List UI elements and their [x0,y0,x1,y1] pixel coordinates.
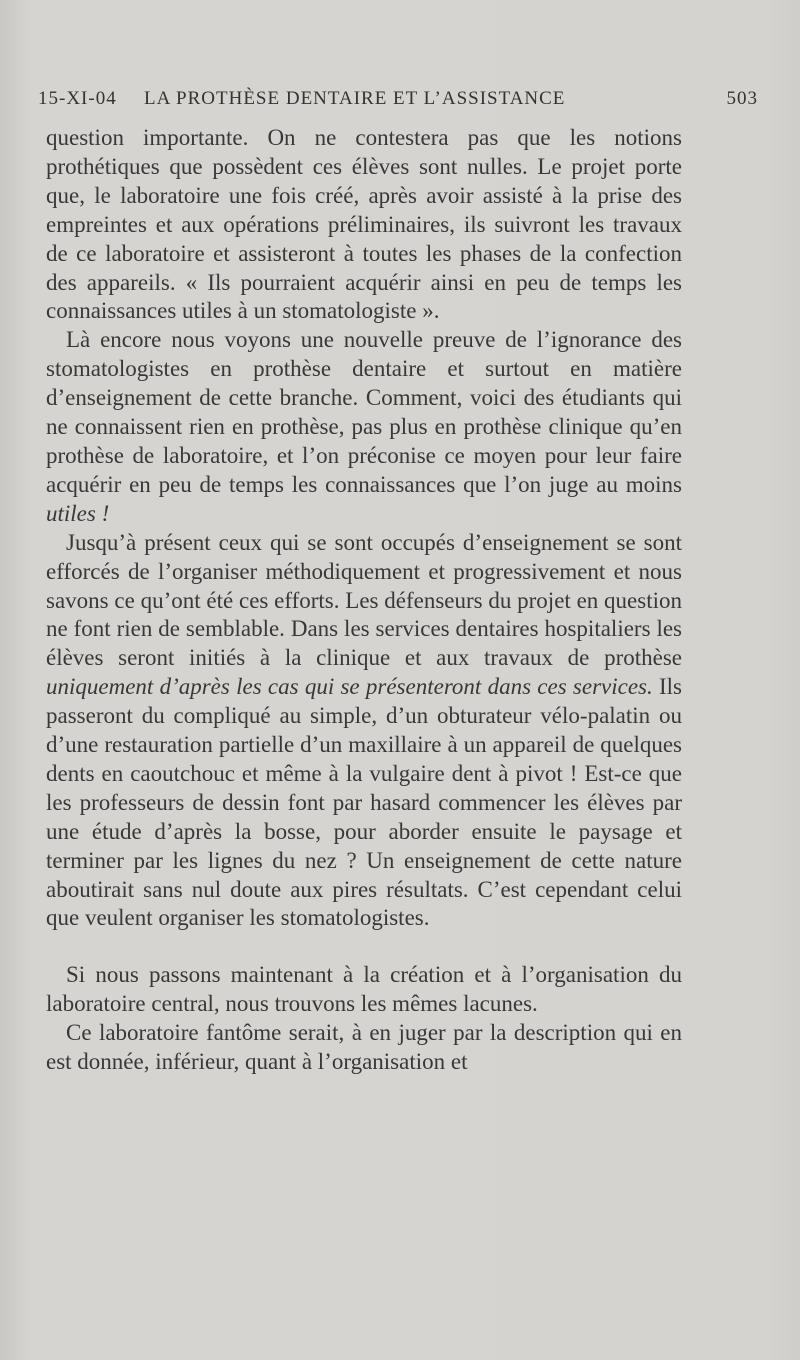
paragraph-5 [46,1019,682,1077]
paragraph-text: Là encore nous voyons une nouvelle preuve de l’ignorance des stomatologistes en prothèse dentaire et surtout en matière d’enseignement de cette branche. Comment, voici des étudiants qui ne connaissent rien en prothèse, pas plus en prothèse clinique qu’en prothèse de laboratoire, et l’on préconise ce moyen pour leur faire acquérir en peu de temps les connaissances que l’on juge au moins [46,327,682,497]
paragraph-1 [46,124,682,326]
paragraph-text: question importante. On ne contestera pas que les notions prothétiques que possèdent ces élèves sont nulles. Le projet porte que, le laboratoire une fois créé, après avoir assisté à la prise des empreintes et aux opérations préliminaires, ils suivront les travaux de ce laboratoire et assisteront à toutes les phases de la confection des appareils. « Ils pourraient acquérir ainsi en peu de temps les connaissances utiles à un stomatologiste ». [46,125,682,324]
paragraph-text: Ce laboratoire fantôme serait, à en juger par la description qui en est donnée, inférieur, quant à l’organisation et [46,1020,682,1075]
paragraph-4 [46,961,682,1019]
running-title: LA PROTHÈSE DENTAIRE ET L’ASSISTANCE [144,88,566,109]
page-number: 503 [726,88,758,109]
running-header [38,88,758,118]
header-date: 15-XI-04 [38,88,117,109]
paragraph-2 [46,326,682,528]
emphasis-text: utiles ! [46,500,110,526]
body-text [46,124,682,1077]
paragraph-text: Ils passeront du compliqué au simple, d’un obturateur vélo-palatin ou d’une restauration partielle d’un maxillaire à un appareil de quelques dents en caoutchouc et même à la vulgaire dent à pivot ! Est-ce que les professeurs de dessin font par hasard commencer les élèves par une étude d’après la bosse, pour aborder ensuite le paysage et terminer par les lignes du nez ? Un enseignement de cette nature aboutirait sans nul doute aux pires résultats. C’est cependant celui que veulent organiser les stomatologistes. [46,674,682,931]
emphasis-text: uniquement d’après les cas qui se présenteront dans ces services. [46,674,653,700]
paragraph-text: Jusqu’à présent ceux qui se sont occupés d’enseignement se sont efforcés de l’organiser méthodiquement et progressivement et nous savons ce qu’ont été ces efforts. Les défenseurs du projet en question ne font rien de semblable. Dans les services dentaires hospitaliers les élèves seront initiés à la clinique et aux travaux de prothèse [46,529,682,671]
paragraph-text: Si nous passons maintenant à la création et à l’organisation du laboratoire central, nous trouvons les mêmes lacunes. [46,962,682,1017]
paragraph-3 [46,529,682,934]
